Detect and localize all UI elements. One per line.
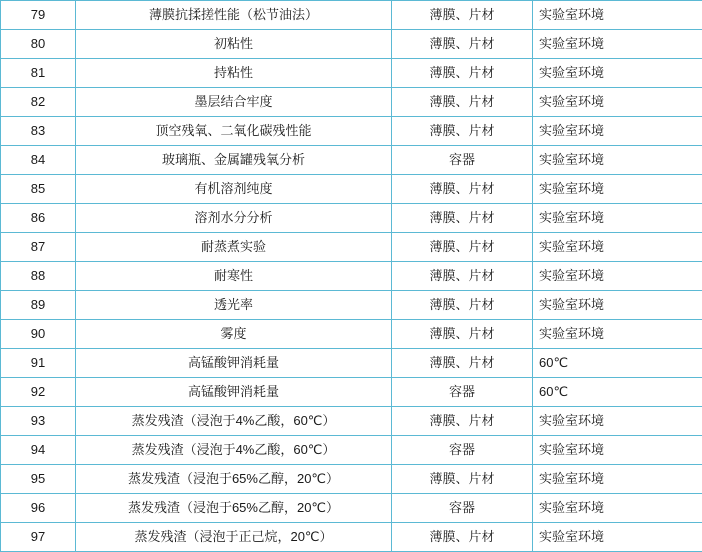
cell-environment: 实验室环境 [533,233,702,262]
cell-test-item: 初粘性 [76,30,392,59]
cell-index: 89 [1,291,76,320]
cell-index: 80 [1,30,76,59]
cell-material: 容器 [392,378,533,407]
cell-material: 薄膜、片材 [392,291,533,320]
cell-environment: 60℃ [533,378,702,407]
cell-index: 81 [1,59,76,88]
cell-test-item: 蒸发残渣（浸泡于4%乙酸，60℃） [76,407,392,436]
cell-material: 薄膜、片材 [392,465,533,494]
cell-environment: 实验室环境 [533,175,702,204]
cell-index: 94 [1,436,76,465]
cell-environment: 实验室环境 [533,436,702,465]
cell-index: 95 [1,465,76,494]
cell-test-item: 耐寒性 [76,262,392,291]
table-row [1,117,702,146]
cell-material: 薄膜、片材 [392,523,533,552]
cell-test-item: 蒸发残渣（浸泡于正己烷，20℃） [76,523,392,552]
cell-environment: 实验室环境 [533,88,702,117]
table-row [1,523,702,552]
cell-environment: 实验室环境 [533,117,702,146]
table-row [1,436,702,465]
table-row [1,320,702,349]
cell-index: 88 [1,262,76,291]
table-row [1,233,702,262]
cell-test-item: 蒸发残渣（浸泡于4%乙酸，60℃） [76,436,392,465]
cell-test-item: 高锰酸钾消耗量 [76,378,392,407]
table-row [1,349,702,378]
cell-test-item: 蒸发残渣（浸泡于65%乙醇，20℃） [76,494,392,523]
cell-material: 薄膜、片材 [392,233,533,262]
cell-test-item: 墨层结合牢度 [76,88,392,117]
cell-index: 90 [1,320,76,349]
table-row [1,494,702,523]
cell-material: 薄膜、片材 [392,88,533,117]
cell-material: 容器 [392,146,533,175]
cell-material: 薄膜、片材 [392,320,533,349]
cell-environment: 实验室环境 [533,291,702,320]
cell-test-item: 溶剂水分分析 [76,204,392,233]
cell-environment: 实验室环境 [533,494,702,523]
cell-material: 薄膜、片材 [392,1,533,30]
table-row [1,59,702,88]
cell-environment: 实验室环境 [533,59,702,88]
table-row [1,175,702,204]
cell-material: 容器 [392,494,533,523]
cell-index: 83 [1,117,76,146]
cell-environment: 实验室环境 [533,523,702,552]
cell-material: 薄膜、片材 [392,262,533,291]
cell-index: 86 [1,204,76,233]
table-row [1,291,702,320]
table-row [1,1,702,30]
cell-index: 87 [1,233,76,262]
table-row [1,262,702,291]
cell-material: 薄膜、片材 [392,30,533,59]
cell-material: 容器 [392,436,533,465]
cell-test-item: 薄膜抗揉搓性能（松节油法） [76,1,392,30]
table-row [1,146,702,175]
cell-environment: 实验室环境 [533,465,702,494]
cell-test-item: 高锰酸钾消耗量 [76,349,392,378]
table-row [1,378,702,407]
table-row [1,88,702,117]
table-body [1,1,702,552]
cell-material: 薄膜、片材 [392,59,533,88]
cell-index: 79 [1,1,76,30]
table-row [1,30,702,59]
table-row [1,407,702,436]
cell-index: 84 [1,146,76,175]
cell-test-item: 雾度 [76,320,392,349]
cell-test-item: 蒸发残渣（浸泡于65%乙醇，20℃） [76,465,392,494]
cell-index: 82 [1,88,76,117]
cell-environment: 实验室环境 [533,262,702,291]
cell-test-item: 顶空残氧、二氧化碳残性能 [76,117,392,146]
cell-index: 91 [1,349,76,378]
cell-index: 96 [1,494,76,523]
cell-environment: 实验室环境 [533,30,702,59]
cell-index: 85 [1,175,76,204]
cell-environment: 实验室环境 [533,204,702,233]
cell-material: 薄膜、片材 [392,407,533,436]
cell-test-item: 玻璃瓶、金属罐残氧分析 [76,146,392,175]
cell-test-item: 有机溶剂纯度 [76,175,392,204]
cell-test-item: 透光率 [76,291,392,320]
cell-index: 93 [1,407,76,436]
table-row [1,465,702,494]
cell-environment: 60℃ [533,349,702,378]
cell-environment: 实验室环境 [533,146,702,175]
cell-index: 92 [1,378,76,407]
cell-material: 薄膜、片材 [392,117,533,146]
cell-test-item: 持粘性 [76,59,392,88]
cell-environment: 实验室环境 [533,320,702,349]
cell-test-item: 耐蒸煮实验 [76,233,392,262]
cell-environment: 实验室环境 [533,407,702,436]
cell-material: 薄膜、片材 [392,175,533,204]
cell-material: 薄膜、片材 [392,204,533,233]
table-row [1,204,702,233]
cell-environment: 实验室环境 [533,1,702,30]
cell-material: 薄膜、片材 [392,349,533,378]
cell-index: 97 [1,523,76,552]
